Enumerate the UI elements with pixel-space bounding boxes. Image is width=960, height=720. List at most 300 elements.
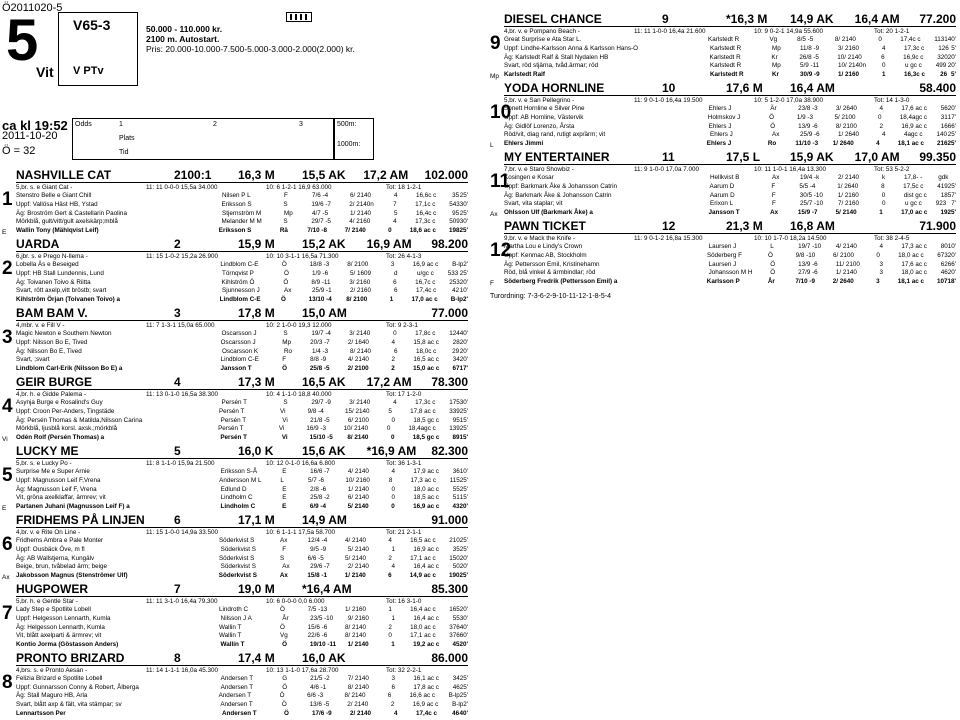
- row-cell: 20': [947, 62, 957, 70]
- horse-record-2: 17,4 M: [238, 650, 275, 665]
- start-row: [16, 192, 468, 201]
- row-cell: 8/ 2140: [347, 434, 369, 442]
- row-cell: 4/ 2140: [347, 356, 369, 364]
- row-cell: 25/9 -1: [312, 287, 332, 295]
- row-cell: 18,5 a: [413, 494, 431, 502]
- row-cell: Ax: [279, 572, 288, 580]
- plats-label: Plats: [119, 135, 135, 142]
- row-cell: Stjernström M: [222, 209, 262, 217]
- row-cell: Karlstedt R: [710, 62, 742, 70]
- oval-count: Ö = 32: [2, 145, 36, 157]
- row-cell: 25': [459, 407, 468, 415]
- row-cell: c c: [427, 278, 436, 286]
- row-cell: 9/ 2160: [347, 614, 369, 622]
- row-cell: c c: [430, 545, 439, 553]
- row-cell: 2/ 2140: [347, 563, 369, 571]
- row-cell: Lindblom C-E: [220, 356, 259, 364]
- row-cell: 25': [947, 140, 956, 148]
- row-cell: Kosingen e Kosar: [504, 173, 554, 181]
- horse-stats: [16, 666, 468, 675]
- row-cell: 20': [947, 53, 957, 61]
- horse-record-4: 16,4 AM: [854, 12, 900, 26]
- start-row: [16, 555, 468, 564]
- start-row: [16, 330, 468, 339]
- horse-stats: [504, 27, 956, 36]
- horse-record-1: 7: [174, 581, 181, 596]
- row-cell: 18,4ag: [408, 425, 428, 433]
- row-cell: c c: [913, 62, 922, 70]
- row-cell: 25': [459, 485, 468, 493]
- row-cell: Röd/vit, diag rand, rutigt axp/ärm; vit: [504, 131, 606, 139]
- row-cell: Söderberg Fredrik (Pettersson Emil) a: [504, 278, 618, 286]
- row-cell: Ö: [283, 278, 289, 286]
- horse-header: [16, 237, 468, 252]
- row-cell: 7/ 2140: [347, 674, 369, 682]
- row-cell: 2': [463, 701, 469, 709]
- start-row: [16, 339, 468, 348]
- row-cell: Kihlström Örjan (Toivanen Toivo) a: [16, 296, 121, 304]
- row-cell: 126: [938, 44, 949, 52]
- row-cell: 16,4: [416, 209, 429, 217]
- row-cell: 31: [940, 113, 948, 121]
- start-row: [16, 468, 468, 477]
- horse-header: [504, 12, 956, 27]
- row-cell: Karlstedt R: [709, 53, 741, 61]
- row-cell: 18,1 a: [897, 140, 916, 148]
- post-position: 10: [490, 101, 512, 123]
- row-cell: Äg: Broström Gert & Castellarin Paolina: [16, 209, 127, 217]
- stat-0: 6,jbr. s. e Prego N-Ilema -: [16, 252, 88, 260]
- row-cell: B-lp: [450, 296, 463, 304]
- stat-0: 4,br. v. e Rite On Line -: [16, 528, 81, 536]
- row-cell: 3/ 2140: [349, 398, 371, 406]
- row-cell: Jakobsson Magnus (Stenströmer Ulf): [16, 572, 128, 580]
- row-cell: 150: [449, 554, 460, 562]
- horse-record-4: *16,9 AM: [366, 443, 417, 458]
- row-cell: 253: [449, 278, 460, 286]
- row-cell: 6/6 -3: [307, 692, 324, 700]
- row-cell: Nilsen P L: [222, 192, 251, 199]
- right-column: [490, 12, 956, 300]
- post-position: 8: [2, 671, 13, 693]
- row-cell: Ehlers J: [710, 131, 733, 139]
- row-cell: 20': [459, 605, 468, 613]
- row-cell: c c: [427, 227, 437, 235]
- row-cell: 20': [459, 278, 469, 286]
- row-cell: Vi: [281, 434, 288, 442]
- row-cell: c c: [429, 296, 438, 304]
- row-cell: Partanen Juhani (Magnusson Leif F) a: [16, 503, 130, 511]
- row-cell: 140: [936, 131, 948, 139]
- row-cell: 20': [947, 104, 956, 112]
- row-cell: 8/ 2140: [834, 36, 856, 43]
- horse-name: NASHVILLE CAT: [16, 168, 112, 182]
- start-row: [504, 105, 956, 114]
- row-cell: 6/9 -4: [309, 503, 326, 511]
- start-row: [504, 209, 956, 218]
- row-cell: 3/ 2160: [838, 44, 860, 52]
- row-cell: 16,4 a: [410, 605, 428, 613]
- row-cell: 8/9 -11: [311, 278, 331, 286]
- row-cell: 18,0 a: [413, 485, 431, 493]
- horse-record-3: 16,0 AK: [302, 650, 346, 665]
- row-cell: 17,3 a: [901, 242, 919, 250]
- row-cell: Mörkblå, ljusblå korsl. axsk.;mörkblå: [16, 425, 118, 433]
- row-cell: 15/9 -7: [797, 209, 818, 217]
- row-cell: Wallin Tony (Mählqvist Leif): [16, 227, 99, 235]
- start-row: [16, 675, 468, 684]
- row-cell: 5': [951, 44, 956, 52]
- row-cell: 17,3: [904, 44, 917, 52]
- row-cell: 25': [459, 227, 468, 235]
- row-cell: 6: [394, 347, 398, 355]
- row-cell: 2: [391, 365, 395, 373]
- row-cell: u g: [904, 200, 914, 208]
- stat-2: 10: 11 1-0-1 16,4a 13.300: [754, 165, 827, 173]
- row-cell: Ö: [284, 269, 289, 277]
- row-cell: 4/ 2140: [345, 536, 367, 544]
- horse-record-4: 17,0 AM: [854, 149, 900, 164]
- start-row: [504, 140, 956, 149]
- row-cell: c c: [427, 398, 436, 406]
- row-cell: 45: [452, 641, 460, 649]
- stat-2: 10: 2 1-0-0 19,3 12.000: [266, 321, 332, 329]
- row-cell: F: [282, 356, 287, 364]
- row-cell: 20': [947, 251, 956, 259]
- row-cell: 1/4 -3: [312, 347, 329, 355]
- row-cell: 3/ 2640: [835, 104, 857, 112]
- row-cell: 509: [449, 218, 460, 226]
- row-cell: 18,0 a: [410, 623, 428, 631]
- row-cell: c c: [430, 416, 439, 424]
- row-cell: c c: [427, 572, 437, 580]
- row-cell: Äg: Toivanen Toivo & Riitta: [16, 278, 91, 286]
- row-cell: c c: [430, 338, 439, 346]
- row-cell: Persén T: [221, 398, 247, 406]
- horse-name: MY ENTERTAINER: [504, 149, 610, 164]
- row-cell: 10/ 2140n: [838, 62, 867, 70]
- row-cell: 2/ 2640: [832, 278, 854, 286]
- row-cell: 2': [463, 260, 469, 268]
- row-cell: u/g: [416, 269, 426, 277]
- row-cell: 25': [459, 683, 468, 691]
- row-cell: 190: [448, 572, 460, 580]
- row-cell: Mp: [282, 338, 291, 346]
- row-cell: 8/ 2140: [347, 683, 369, 691]
- row-cell: S: [283, 218, 288, 226]
- row-cell: 4/6 -1: [310, 683, 327, 691]
- row-cell: 6': [951, 122, 956, 130]
- row-cell: 2/ 2100: [347, 365, 369, 373]
- horse-name: BAM BAM V.: [16, 305, 88, 320]
- left-column: [2, 168, 468, 720]
- start-row: [504, 243, 956, 252]
- row-cell: 16,9 a: [413, 503, 431, 511]
- start-row: [16, 261, 468, 270]
- start-row: [16, 270, 468, 279]
- horse-record-1: 3: [174, 305, 181, 320]
- row-cell: 6: [391, 683, 396, 691]
- row-cell: Ax: [770, 209, 779, 217]
- row-cell: Ö: [280, 623, 285, 631]
- row-cell: Edlund D: [220, 485, 247, 493]
- row-cell: 8/ 2140: [350, 347, 372, 355]
- row-cell: Uppf: Kenmac AB, Stockholm: [504, 251, 587, 259]
- horse-header: [16, 513, 468, 528]
- row-cell: Törnqvist P: [222, 269, 254, 277]
- row-cell: Söderkvist S: [220, 545, 257, 553]
- horse-record-3: 15,5 AK: [302, 168, 346, 182]
- horse-earnings: 77.200: [919, 12, 957, 26]
- row-cell: 16,9 a: [901, 122, 919, 130]
- row-cell: 0: [882, 62, 886, 70]
- row-cell: Fridhems Ambra e Pale Monter: [16, 536, 104, 544]
- horse-header: [504, 219, 956, 234]
- row-cell: 17/6 -9: [312, 710, 332, 718]
- row-cell: 25': [947, 131, 956, 139]
- row-cell: Svart, blått axp & fält, vita stämpar; sv: [16, 701, 122, 709]
- row-cell: Laursen J: [708, 242, 737, 250]
- row-cell: 17,4: [416, 710, 429, 718]
- horse-name: FRIDHEMS PÅ LINJEN: [16, 512, 145, 527]
- row-cell: 5/ 2140: [347, 545, 369, 553]
- horse-record-3: 14,9 AK: [790, 12, 834, 26]
- row-cell: Äg: Pettersson Emil, Kristinehamn: [504, 260, 600, 268]
- row-cell: c c: [915, 53, 924, 61]
- row-cell: 4/ 2160: [349, 218, 371, 226]
- start-row: [16, 624, 468, 633]
- horse-stats: [16, 528, 468, 537]
- row-cell: 6: [394, 287, 398, 295]
- row-cell: 56: [940, 104, 948, 112]
- stat-2: 10: 6 1-1-1 17,5a 58.700: [266, 528, 335, 536]
- start-row: [16, 218, 468, 227]
- row-cell: 23/5 -10: [310, 614, 334, 622]
- row-cell: 25/8 -2: [310, 494, 330, 502]
- row-cell: 5/ 2140: [347, 503, 369, 511]
- row-cell: 165: [449, 605, 460, 613]
- start-row: [16, 563, 468, 572]
- row-cell: 4ag: [904, 131, 915, 139]
- horse-record-3: 16,4 AM: [790, 80, 835, 95]
- start-row: [16, 356, 468, 365]
- row-cell: 30/5 -10: [799, 191, 823, 199]
- start-row: [16, 692, 468, 701]
- stat-1: 11: 7 1-3-1 15,0a 65.000: [146, 321, 215, 329]
- row-cell: Mp: [772, 62, 781, 70]
- row-cell: 25/8 -5: [309, 365, 330, 373]
- row-cell: 1131: [934, 36, 948, 43]
- row-cell: gdk: [938, 173, 949, 181]
- row-cell: c c: [430, 701, 439, 709]
- stat-1: 11: 9 1-0-0 17,0a 7.000: [634, 165, 700, 173]
- row-cell: 16,9 a: [412, 701, 431, 709]
- row-cell: c c: [427, 218, 436, 226]
- row-cell: Ö: [768, 251, 773, 259]
- horse-header: [16, 168, 468, 183]
- row-cell: Eriksson S: [221, 200, 252, 208]
- row-cell: Ehlers J: [706, 140, 732, 148]
- row-cell: c c: [430, 494, 439, 502]
- row-cell: F: [284, 192, 288, 199]
- row-cell: c c: [918, 122, 927, 130]
- row-cell: 124: [449, 329, 460, 337]
- horse-record-4: 16,9 AM: [366, 236, 412, 251]
- row-cell: 16,7: [415, 278, 428, 286]
- row-cell: 6: [881, 53, 885, 61]
- row-cell: 1/ 2640: [838, 131, 860, 139]
- row-cell: c c: [428, 710, 438, 718]
- row-cell: 18,0 a: [901, 269, 919, 277]
- row-cell: 16,6 a: [409, 692, 427, 700]
- row-cell: 673: [937, 251, 948, 259]
- row-cell: Karlstedt R: [708, 36, 740, 43]
- row-cell: 0: [391, 416, 396, 424]
- row-cell: 50: [452, 563, 460, 571]
- race-class: V65-3: [73, 17, 111, 33]
- row-cell: 35: [452, 545, 460, 553]
- start-row: [16, 365, 468, 374]
- row-cell: 18/8 -3: [309, 260, 330, 268]
- row-cell: 13/9 -6: [798, 122, 818, 130]
- row-cell: 28: [452, 338, 460, 346]
- row-cell: B-lp: [452, 701, 464, 709]
- horse-name: PRONTO BRIZARD: [16, 650, 125, 665]
- row-cell: 17,3: [415, 398, 428, 406]
- row-cell: Lindblom C-E: [219, 296, 261, 304]
- row-cell: 4: [393, 218, 397, 226]
- row-cell: Lindblom C-E: [220, 260, 259, 268]
- row-cell: F: [771, 191, 776, 199]
- row-cell: c c: [430, 683, 439, 691]
- row-cell: 11/8 -9: [800, 44, 820, 52]
- row-cell: 4: [391, 338, 396, 346]
- track-code: F: [490, 279, 494, 287]
- row-cell: F: [771, 182, 776, 190]
- row-cell: 23/8 -3: [798, 104, 818, 112]
- row-cell: 139: [449, 425, 460, 433]
- row-cell: c c: [427, 536, 436, 544]
- row-cell: 4: [391, 563, 396, 571]
- horse-record-3: 15,0 AM: [302, 305, 347, 320]
- row-cell: Söderberg F: [706, 251, 742, 259]
- row-cell: Martha Lou e Lindy's Crown: [504, 242, 583, 250]
- start-row: [16, 408, 468, 417]
- horse-name: UARDA: [16, 236, 60, 251]
- row-cell: Uppf: Ousbäck Öve, m fl: [16, 545, 85, 553]
- row-cell: Persén T: [220, 434, 247, 442]
- row-cell: 14,9 a: [409, 572, 428, 580]
- row-cell: Ro: [767, 140, 777, 148]
- stat-3: Tot: 36 1-3-1: [386, 459, 422, 467]
- stat-2: 10: 12 0-1-0 16,6a 6.800: [266, 459, 335, 467]
- row-cell: Persén T: [220, 416, 247, 424]
- row-cell: E: [282, 494, 287, 502]
- row-cell: Ax: [772, 173, 780, 181]
- row-cell: Ohlsson Ulf (Barkmark Åke) a: [504, 209, 593, 217]
- row-cell: 2/ 2140: [838, 173, 860, 181]
- track-code: Vi: [2, 435, 8, 443]
- row-cell: 5/ 1609: [350, 269, 372, 277]
- row-cell: 923: [935, 200, 947, 208]
- row-cell: 18,1 a: [897, 278, 916, 286]
- row-cell: c c: [430, 503, 440, 511]
- row-cell: c c: [430, 614, 439, 622]
- distance-line: 2100 m. Autostart.: [146, 34, 220, 44]
- row-cell: Jansson T: [220, 365, 252, 373]
- row-cell: Röd, blå vinkel & ärmbindlar; röd: [504, 269, 596, 277]
- stat-1: 11: 11 0-0-0 15,5a 34.000: [146, 184, 218, 191]
- row-cell: [948, 174, 956, 183]
- row-cell: Ehlers J: [708, 104, 732, 112]
- start-row: [16, 546, 468, 555]
- row-cell: 18,5 g: [413, 416, 431, 424]
- row-cell: 17,5: [903, 182, 916, 190]
- row-cell: Vi: [280, 407, 286, 415]
- horse-block: [2, 513, 468, 581]
- horse-record-3: 16,8 AM: [790, 218, 835, 233]
- row-cell: 3: [879, 260, 884, 268]
- row-cell: Andersen T: [220, 701, 253, 709]
- row-cell: 17,0 a: [411, 296, 429, 304]
- stat-1: 11: 9 0-1-2 16,8a 15.300: [634, 234, 703, 242]
- row-cell: Karlstedt R: [710, 71, 744, 79]
- start-row: [16, 641, 468, 650]
- row-cell: 19/7 -4: [311, 329, 331, 337]
- row-cell: 40': [459, 623, 468, 631]
- row-cell: 19/7 -10: [798, 242, 822, 250]
- row-cell: 46: [452, 683, 460, 691]
- row-cell: 9/8 -10: [795, 251, 816, 259]
- row-cell: c c: [430, 356, 439, 364]
- split-1000: 1000m:: [337, 141, 361, 148]
- row-cell: Vg: [280, 632, 288, 640]
- horse-record-2: 17,8 M: [238, 305, 275, 320]
- stat-2: 10: 6 1-2-1 16,9 63.000: [266, 184, 332, 191]
- row-cell: Eriksson S-Å: [220, 467, 258, 475]
- horse-name: YODA HORNLINE: [504, 80, 605, 95]
- row-cell: c c: [428, 192, 437, 199]
- row-cell: 36: [452, 467, 460, 475]
- row-cell: 7: [393, 200, 397, 208]
- row-cell: Andersen T: [220, 674, 254, 682]
- track-code: E: [2, 504, 7, 512]
- row-cell: 16/9 -3: [306, 425, 326, 433]
- row-cell: 35: [452, 192, 460, 199]
- row-cell: F: [282, 545, 287, 553]
- stat-1: 11: 15 1-0-0 14,9a 33.500: [146, 528, 219, 536]
- row-cell: 16,5 a: [410, 536, 428, 544]
- horse-earnings: 102.000: [424, 168, 469, 182]
- row-cell: 499: [935, 62, 947, 70]
- row-cell: Söderkvist S: [218, 536, 255, 544]
- horse-stats: [504, 234, 956, 243]
- row-cell: c c: [915, 182, 924, 190]
- row-cell: 10/ 2140: [343, 425, 369, 433]
- row-cell: 0: [882, 200, 886, 208]
- row-cell: Oscarsson K: [222, 347, 259, 355]
- row-cell: 15/6 -6: [307, 623, 328, 631]
- row-cell: Uppf: HB Stall Lundennis, Lund: [16, 269, 104, 277]
- row-cell: Laursen J: [708, 260, 737, 268]
- row-cell: 6/ 2140: [347, 494, 369, 502]
- row-cell: E: [282, 503, 287, 511]
- row-cell: 40': [947, 36, 957, 43]
- row-cell: Karlstedt R: [710, 44, 742, 52]
- row-cell: Persén T: [218, 407, 245, 415]
- row-cell: 25': [459, 476, 468, 484]
- row-cell: 8/ 2140: [344, 692, 366, 700]
